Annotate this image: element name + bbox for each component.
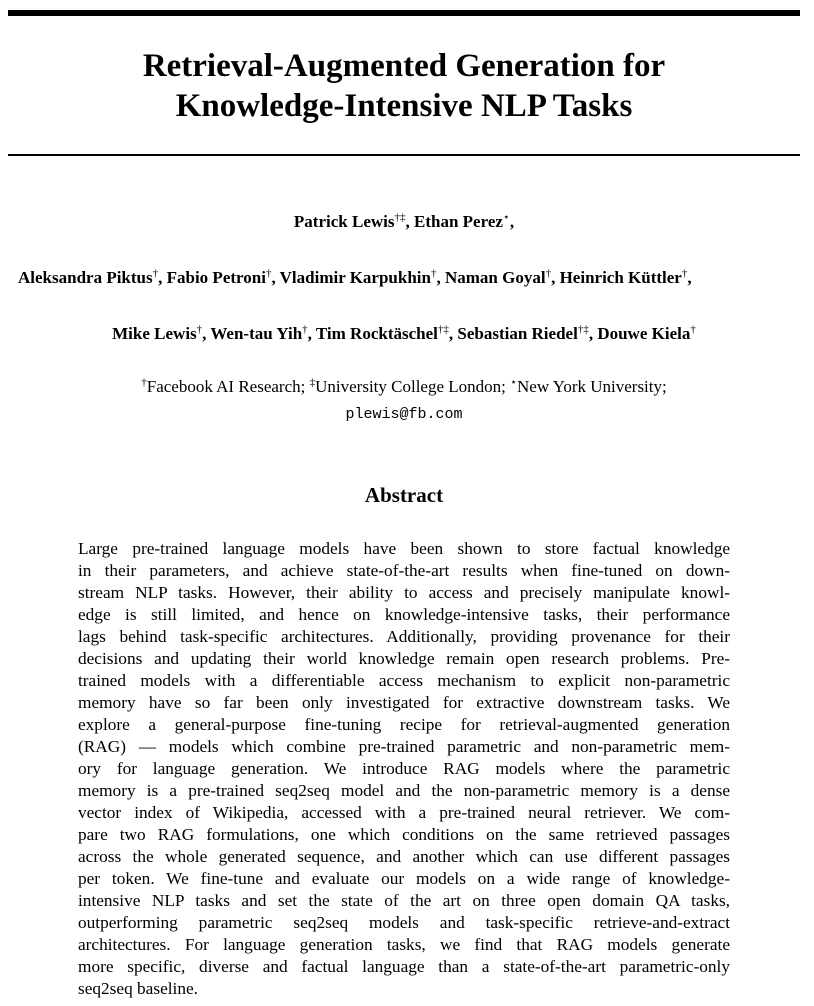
abstract-body xyxy=(78,538,730,1000)
abstract-line: across the whole generated sequence, and another which can use different passages xyxy=(78,847,730,866)
author: Wen-tau Yih† xyxy=(210,323,308,343)
abstract-line: in their parameters, and achieve state-of-the-art results when fine-tuned on down- xyxy=(78,561,730,580)
abstract-line: (RAG) — models which combine pre-trained parametric and non-parametric mem- xyxy=(78,737,730,756)
title-line: Retrieval-Augmented Generation for xyxy=(142,48,666,84)
paper-title xyxy=(0,46,808,126)
affiliation: University College London; xyxy=(315,377,511,396)
affiliation-mark: † xyxy=(681,267,688,280)
author: Tim Rocktäschel†‡ xyxy=(315,323,449,343)
author: Aleksandra Piktus† xyxy=(18,267,159,287)
affiliation-mark: ⋆ xyxy=(510,376,518,389)
abstract-line: Large pre-trained language models have been shown to store factual knowledge xyxy=(78,539,730,558)
abstract-line: outperforming parametric seq2seq models and task-specific retrieve-and-extract xyxy=(78,913,730,932)
author: Fabio Petroni† xyxy=(166,267,272,287)
author: Heinrich Küttler† xyxy=(559,267,688,287)
abstract-line: more specific, diverse and factual language than a state-of-the-art parametric-only xyxy=(78,957,730,976)
affiliation-mark: † xyxy=(302,323,308,336)
author: Patrick Lewis†‡ xyxy=(293,211,406,231)
author: Ethan Perez⋆ xyxy=(414,211,510,231)
affiliation-mark: † xyxy=(141,376,147,389)
abstract-line: seq2seq baseline. xyxy=(78,979,198,998)
abstract-line: memory have so far been only investigated for extractive downstream tasks. We xyxy=(78,693,730,712)
author-row: Mike Lewis†, Wen-tau Yih†, Tim Rocktäschel†‡, Sebastian Riedel†‡, Douwe Kiela† xyxy=(112,323,696,343)
affiliation-mark: † xyxy=(545,267,552,280)
abstract-line: per token. We fine-tune and evaluate our models on a wide range of knowledge- xyxy=(78,869,730,888)
affiliation-mark: † xyxy=(196,323,203,336)
author: Mike Lewis† xyxy=(112,323,203,343)
abstract-line: memory is a pre-trained seq2seq model and the non-parametric memory is a dense xyxy=(78,781,730,800)
abstract-line: ory for language generation. We introduce RAG models where the parametric xyxy=(78,759,730,778)
abstract-line: trained models with a differentiable access mechanism to explicit non-parametric xyxy=(78,671,730,690)
author: Sebastian Riedel†‡ xyxy=(457,323,589,343)
author: Douwe Kiela† xyxy=(597,323,696,343)
affiliation-mark: † xyxy=(265,267,272,280)
abstract-heading: Abstract xyxy=(364,483,444,507)
affiliation-mark: †‡ xyxy=(577,323,589,336)
affiliation-mark: † xyxy=(430,267,437,280)
affiliation-mark: †‡ xyxy=(437,323,449,336)
affiliation: Facebook AI Research; xyxy=(146,377,310,396)
abstract-line: explore a general-purpose fine-tuning recipe for retrieval-augmented generation xyxy=(78,715,730,734)
top-rule xyxy=(8,10,800,16)
abstract-line: pare two RAG formulations, one which conditions on the same retrieved passages xyxy=(78,825,730,844)
abstract-line: intensive NLP tasks and set the state of the art on three open domain QA tasks, xyxy=(78,891,730,910)
author: Vladimir Karpukhin† xyxy=(279,267,437,287)
abstract-line: vector index of Wikipedia, accessed with a pre-trained neural retriever. We com- xyxy=(78,803,730,822)
author-row: Patrick Lewis†‡, Ethan Perez⋆, xyxy=(293,211,515,231)
affiliation-mark: ⋆ xyxy=(502,211,510,224)
abstract-line: stream NLP tasks. However, their ability to access and precisely manipulate knowl- xyxy=(78,583,730,602)
abstract-line: architectures. For language generation tasks, we find that RAG models generate xyxy=(78,935,730,954)
abstract-line: lags behind task-specific architectures. Additionally, providing provenance for their xyxy=(78,627,730,646)
abstract-line: decisions and updating their world knowledge remain open research problems. Pre- xyxy=(78,649,730,668)
affiliation-mark: † xyxy=(152,267,159,280)
affiliation-mark: ‡ xyxy=(309,376,316,389)
affiliations xyxy=(0,376,808,398)
affiliation: New York University; xyxy=(517,377,667,396)
contact-email: plewis@fb.com xyxy=(345,406,463,423)
author-row: Aleksandra Piktus†, Fabio Petroni†, Vladimir Karpukhin†, Naman Goyal†, Heinrich Küttler†, xyxy=(18,267,692,287)
title-line: Knowledge-Intensive NLP Tasks xyxy=(175,88,633,124)
abstract-line: edge is still limited, and hence on knowledge-intensive tasks, their performance xyxy=(78,605,730,624)
author: Naman Goyal† xyxy=(444,267,552,287)
title-bottom-rule xyxy=(8,154,800,156)
affiliation-mark: † xyxy=(690,323,696,336)
affiliation-mark: †‡ xyxy=(394,211,406,224)
